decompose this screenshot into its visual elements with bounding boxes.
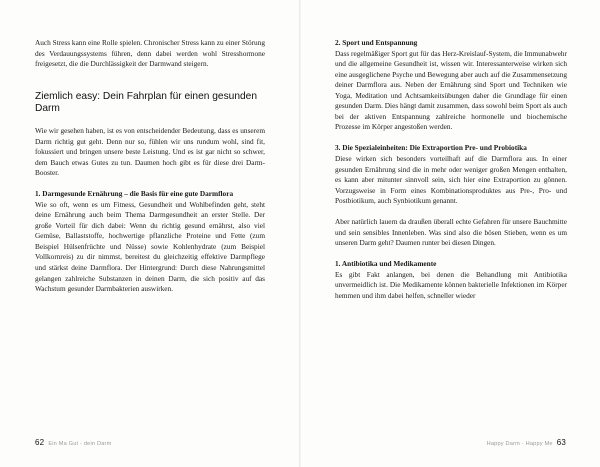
right-page [301,0,600,467]
running-title-right: Happy Darm · Happy Me [486,441,553,447]
left-page [0,0,299,467]
left-page-footer [35,438,111,447]
right-paragraph-4: Es gibt Fakt anlangen, bei denen die Behandlung mit Antibiotika unvermeidlich ist. Die Medikamente können bakterielle Infektionen im Körper hemmen und ihm dabei helfen, schneller wieder [335,269,567,300]
right-paragraph-1: Dass regelmäßiger Sport gut für das Herz-Kreislauf-System, die Immunabwehr und die allgemeine Gesundheit ist, wissen wir. Interessanterweise wirken sich eine ausgeglichene Psyche und Bewegung aber auch auf die Zusammensetzung deiner Darmflora aus. Neben der Ernährung sind Sport und Techniken wie Yoga, Meditation und Achtsamkeitsübungen daher die Grundlage für einen gesunden Darm. Dies hängt damit zusammen, dass sowohl beim Sport als auch bei der aktiven Entspannung zahlreiche hormonelle und biochemische Prozesse im Körper angestoßen werden. [335,48,568,132]
left-paragraph-1: Auch Stress kann eine Rolle spielen. Chronischer Stress kann zu einer Störung des Verdauungssystems führen, denn dabei werden wohl Stresshormone freigesetzt, die die Durchlässigkeit der Darmwand steigern. [35,38,265,69]
page-number-right: 63 [556,438,566,447]
right-text-column [335,38,567,302]
subheading-probiotika: 3. Die Spezialeinheiten: Die Extraportion Pre- und Probiotika [335,143,527,153]
right-page-footer [487,438,566,447]
left-paragraph-2: Wie wir gesehen haben, ist es von entscheidender Bedeutung, dass es unserem Darm richtig gut geht. Denn nur so, fühlen wir uns rundum wohl, sind fit, fokussiert und bringen unsere beste Leistung. Und es ist gar nicht so schwer, dem Bauch etwas Gutes zu tun. Daumen hoch gibt es für diese drei Darm-Booster. [35,125,265,178]
page-number-left: 62 [35,438,45,447]
left-text-column [35,38,265,295]
subheading-sport: 2. Sport und Entspannung [335,38,418,47]
right-paragraph-3: Aber natürlich lauern da draußen überall echte Gefahren für unsere Bauchmitte und sein sensibles Innenleben. Was sind also die bösen Stieben, wenn es um unseren Darm geht? Daumen runter bei diesen Dingen. [335,217,567,248]
running-title-left: Ein Ma Gut - dein Darm [48,441,112,447]
subheading-ernaehrung: 1. Darmgesunde Ernährung – die Basis für eine gute Darmflora [35,189,234,199]
left-paragraph-3: Wie so oft, wenn es um Fitness, Gesundheit und Wohlbefinden geht, steht deine Ernährung auch beim Thema Darmgesundheit an erster Stelle. Der große Vorteil für dich dabei: Wenn du richtig gesund ernährst, also viel Gemüse, Ballaststoffe, hochwertige pflanzliche Proteine und Fette (zum Beispiel Hülsenfrüchte und Nüsse) sowie Kohlenhydrate (zum Beispiel Vollkornreis) zu dir nimmst, bereitest du gleichzeitig effektive Darmpflege und stärkst deine Darmflora. Der Hintergrund: Durch diese Nahrungsmittel gelangen zahlreiche Substanzen in deinen Darm, die sich positiv auf das Wachstum gesunder Darmbakterien auswirken. [35,199,265,294]
right-paragraph-2: Diese wirken sich besonders vorteilhaft auf die Darmflora aus. In einer gesunden Ernährung sind die in mehr oder weniger großen Mengen enthalten, es kann aber mitunter sinnvoll sein, sich hier eine Extraportion zu gönnen. Vorzugsweise in Form eines Kombinationsproduktes aus Pre-, Pro- und Postbiotikum, auch Synbiotikum genannt. [335,153,567,206]
subheading-antibiotika: 1. Antibiotika und Medikamente [335,259,437,269]
section-heading: Ziemlich easy: Dein Fahrplan für einen gesunden Darm [35,90,257,115]
